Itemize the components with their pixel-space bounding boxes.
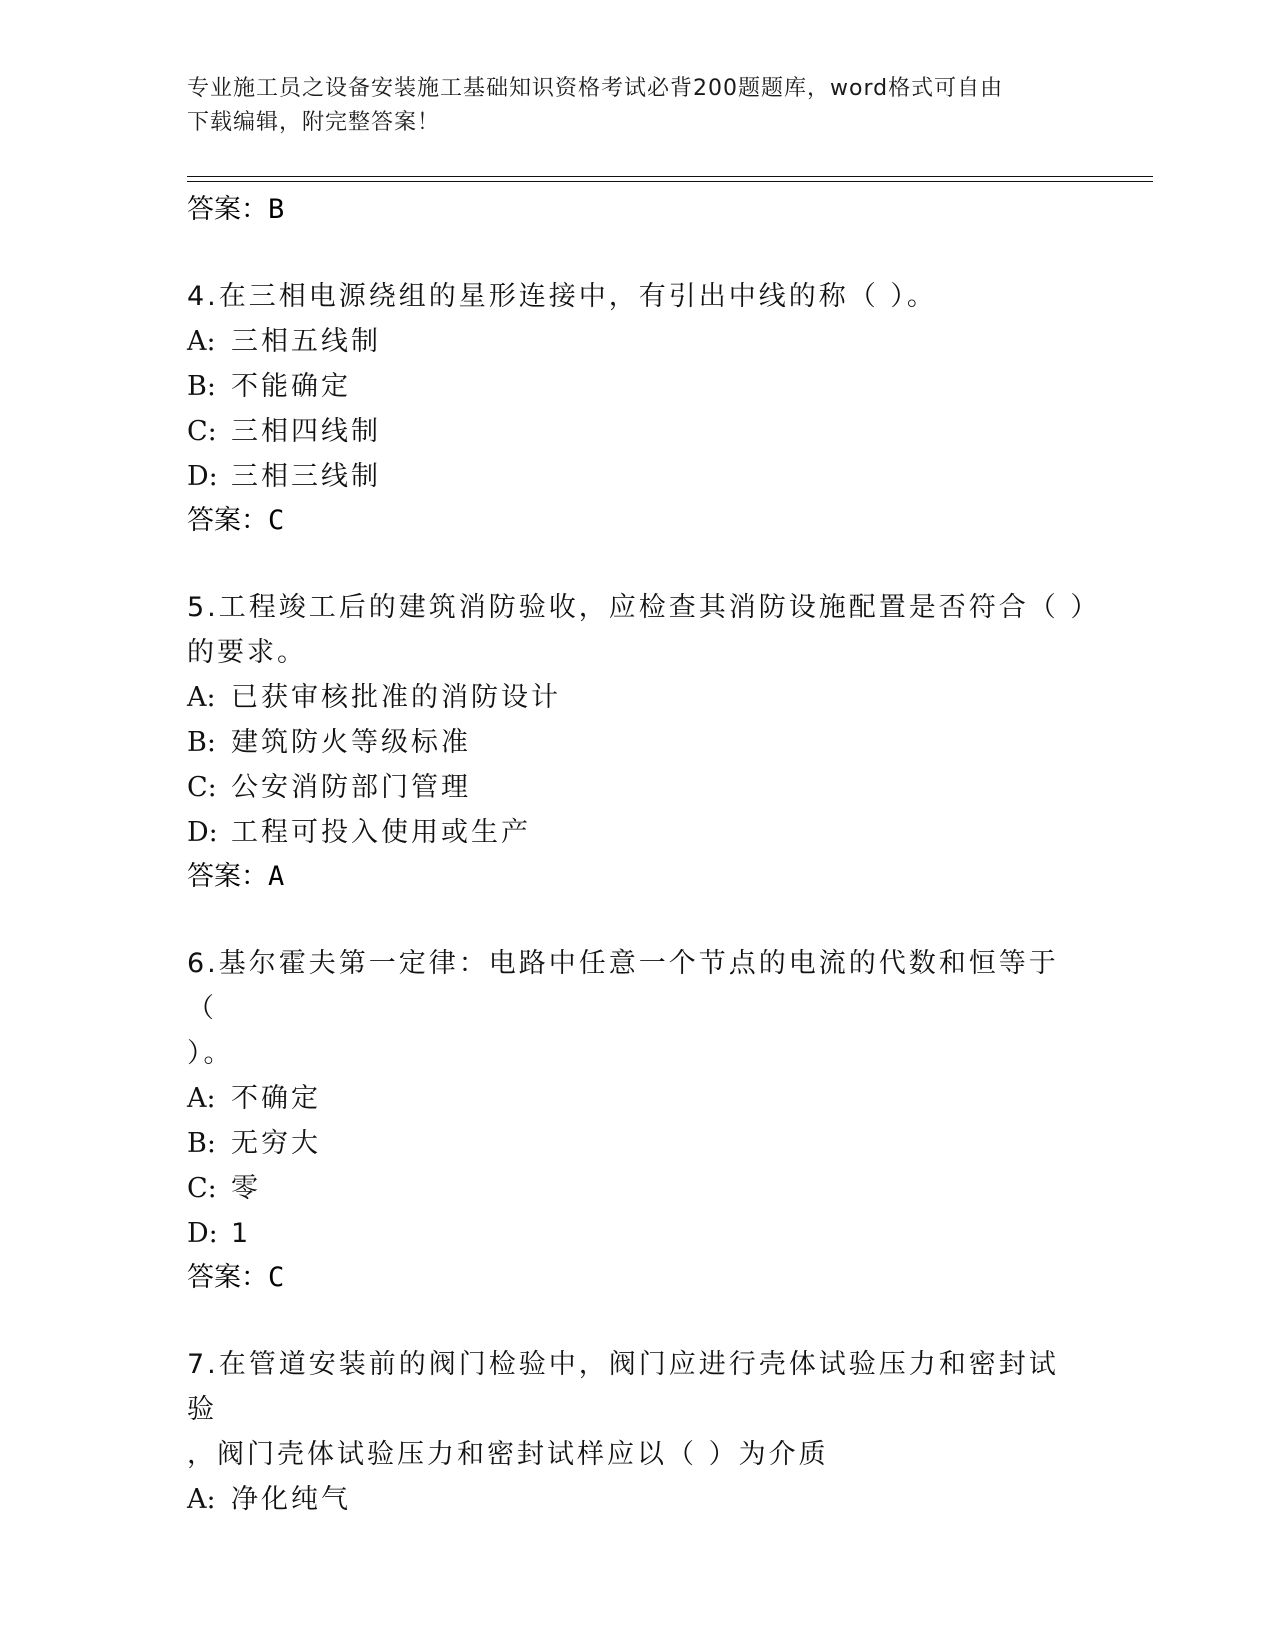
option-key: B: — [187, 727, 216, 758]
header-divider-bottom — [187, 181, 1153, 182]
option-item — [187, 319, 1087, 364]
option-text: 建筑防火等级标准 — [231, 727, 471, 758]
header-line-2: 下载编辑，附完整答案！ — [187, 110, 441, 135]
question-stem-line: 6.基尔霍夫第一定律：电路中任意一个节点的电流的代数和恒等于（ — [187, 948, 1059, 1024]
option-item — [187, 720, 1087, 765]
answer-line — [187, 188, 1087, 232]
question-stem-line: 的要求。 — [187, 637, 307, 668]
option-key: B: — [187, 1128, 216, 1159]
option-key: C: — [187, 772, 217, 803]
option-item — [187, 1121, 1087, 1166]
answer-line — [187, 1256, 1087, 1300]
option-text: 三相三线制 — [231, 461, 381, 492]
option-text: 不确定 — [231, 1083, 321, 1114]
option-key: A: — [187, 1083, 216, 1114]
option-text: 工程可投入使用或生产 — [231, 817, 531, 848]
option-text: 无穷大 — [231, 1128, 321, 1159]
spacer — [187, 232, 1087, 274]
option-key: A: — [187, 682, 216, 713]
question-block — [187, 1342, 1087, 1522]
header-line-1: 专业施工员之设备安装施工基础知识资格考试必背200题题库，word格式可自由 — [187, 76, 1004, 101]
option-key: D: — [187, 461, 218, 492]
question-list — [187, 188, 1101, 1522]
answer-label: 答案： — [187, 505, 268, 536]
question-block — [187, 585, 1101, 899]
answer-label: 答案： — [187, 861, 268, 892]
option-key: D: — [187, 817, 218, 848]
question-stem-line: ）。 — [187, 1038, 234, 1069]
answer-label: 答案： — [187, 194, 268, 225]
answer-line — [187, 499, 1087, 543]
option-text: 零 — [231, 1173, 261, 1204]
question-block — [187, 274, 1087, 543]
option-item — [187, 1076, 1087, 1121]
option-text: 已获审核批准的消防设计 — [231, 682, 561, 713]
question-stem — [187, 941, 1087, 1076]
option-text: 1 — [231, 1218, 252, 1249]
option-item — [187, 765, 1087, 810]
question-stem-line: ，阀门壳体试验压力和密封试样应以（ ）为介质 — [187, 1439, 829, 1470]
option-item — [187, 454, 1087, 499]
option-item — [187, 1166, 1087, 1211]
answer-value: B — [268, 194, 285, 225]
option-item — [187, 1477, 1087, 1522]
question-stem-line: 7.在管道安装前的阀门检验中，阀门应进行壳体试验压力和密封试验 — [187, 1349, 1059, 1425]
question-stem — [187, 274, 1087, 319]
option-item — [187, 364, 1087, 409]
option-text: 三相五线制 — [231, 326, 381, 357]
option-text: 不能确定 — [231, 371, 351, 402]
option-text: 公安消防部门管理 — [231, 772, 471, 803]
question-stem-line: 4.在三相电源绕组的星形连接中，有引出中线的称（ ）。 — [187, 281, 937, 312]
answer-value: A — [268, 861, 285, 892]
option-item — [187, 409, 1087, 454]
question-stem — [187, 585, 1101, 675]
option-item — [187, 810, 1087, 855]
answer-value: C — [268, 1262, 285, 1293]
option-key: A: — [187, 326, 216, 357]
question-block — [187, 941, 1087, 1300]
spacer — [187, 899, 1087, 941]
option-key: C: — [187, 416, 217, 447]
question-stem-line: 5.工程竣工后的建筑消防验收，应检查其消防设施配置是否符合（ ） — [187, 592, 1101, 623]
option-text: 三相四线制 — [231, 416, 381, 447]
option-item — [187, 1211, 1087, 1256]
option-item — [187, 675, 1087, 720]
question-stem — [187, 1342, 1087, 1477]
option-key: D: — [187, 1218, 218, 1249]
option-key: A: — [187, 1484, 216, 1515]
answer-line — [187, 855, 1087, 899]
header-divider-top — [187, 176, 1153, 177]
answer-value: C — [268, 505, 285, 536]
spacer — [187, 1300, 1087, 1342]
option-key: C: — [187, 1173, 217, 1204]
document-header — [187, 72, 1067, 140]
option-text: 净化纯气 — [231, 1484, 351, 1515]
option-key: B: — [187, 371, 216, 402]
answer-label: 答案： — [187, 1262, 268, 1293]
spacer — [187, 543, 1087, 585]
